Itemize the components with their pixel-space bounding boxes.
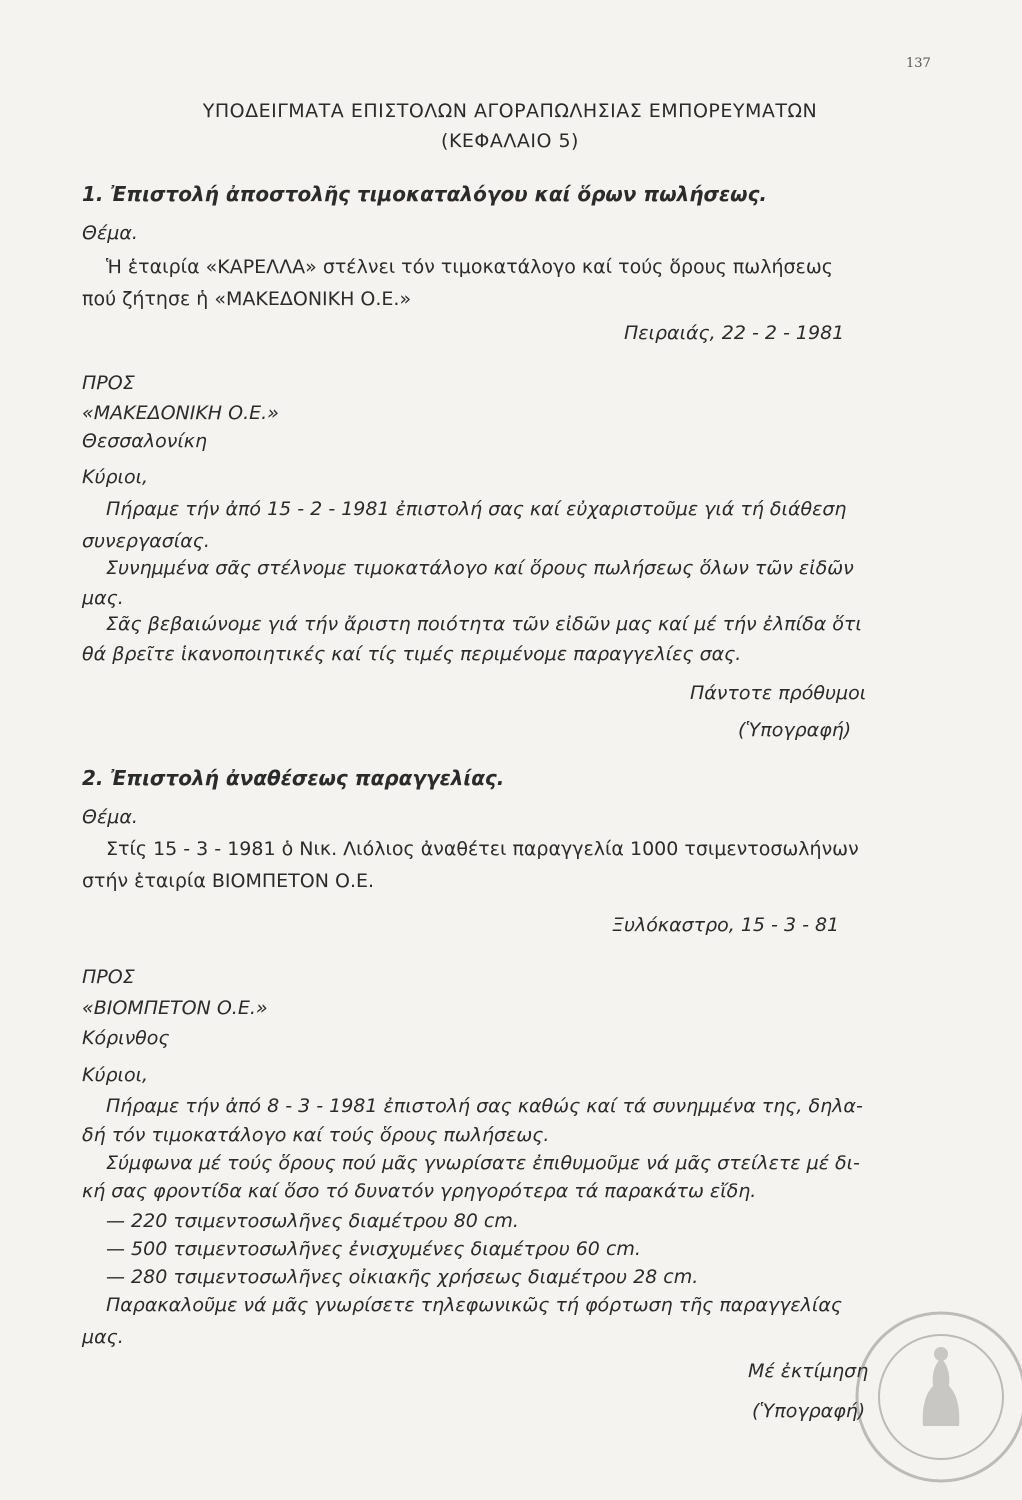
letter2-item: — 280 τσιμεντοσωλῆνες οἰκιακῆς χρήσεως διαμέτρου 28 cm. xyxy=(106,1266,699,1288)
letter2-subject-label: Θέμα. xyxy=(82,806,138,828)
letter2-body-line: δή τόν τιμοκατάλογο καί τούς ὅρους πωλήσεως. xyxy=(82,1124,550,1146)
letter1-subject-line: Ἡ ἑταιρία «ΚΑΡΕΛΛΑ» στέλνει τόν τιμοκατάλογο καί τούς ὅρους πωλήσεως xyxy=(106,256,833,278)
letter2-to-label: ΠΡΟΣ xyxy=(82,966,135,988)
letter1-body-line: μας. xyxy=(82,587,124,609)
chapter-subtitle: (ΚΕΦΑΛΑΙΟ 5) xyxy=(441,130,579,152)
letter1-body-line: Συνημμένα σᾶς στέλνομε τιμοκατάλογο καί ὅρους πωλήσεως ὅλων τῶν εἰδῶν xyxy=(106,557,854,579)
letter1-body-line: Πήραμε τήν ἀπό 15 - 2 - 1981 ἐπιστολή σας καί εὐχαριστοῦμε γιά τή διάθεση xyxy=(106,498,847,520)
letter1-subject-label: Θέμα. xyxy=(82,222,138,244)
letter1-date: Πειραιάς, 22 - 2 - 1981 xyxy=(624,322,845,344)
letter2-city: Κόρινθος xyxy=(82,1027,170,1049)
letter1-subject-line: πού ζήτησε ἡ «ΜΑΚΕΔΟΝΙΚΗ Ο.Ε.» xyxy=(82,288,412,310)
letter1-body-line: Σᾶς βεβαιώνομε γιά τήν ἄριστη ποιότητα τῶν εἰδῶν μας καί μέ τήν ἐλπίδα ὅτι xyxy=(106,613,862,635)
letter1-body-line: θά βρεῖτε ἱκανοποιητικές καί τίς τιμές περιμένομε παραγγελίες σας. xyxy=(82,643,742,665)
letter2-subject-line: Στίς 15 - 3 - 1981 ὁ Νικ. Λιόλιος ἀναθέτει παραγγελία 1000 τσιμεντοσωλήνων xyxy=(106,838,859,860)
letter2-body-line: Σύμφωνα μέ τούς ὅρους πού μᾶς γνωρίσατε ἐπιθυμοῦμε νά μᾶς στείλετε μέ δι- xyxy=(106,1152,860,1174)
letter1-to-label: ΠΡΟΣ xyxy=(82,372,135,394)
letter2-subject-line: στήν ἑταιρία ΒΙΟΜΠΕΤΟΝ Ο.Ε. xyxy=(82,870,375,892)
page-number: 137 xyxy=(906,56,931,71)
letter1-recipient: «ΜΑΚΕΔΟΝΙΚΗ Ο.Ε.» xyxy=(82,402,279,424)
letter2-body-line: κή σας φροντίδα καί ὅσο τό δυνατόν γρηγορότερα τά παρακάτω εἴδη. xyxy=(82,1180,757,1202)
letter2-final-line: Παρακαλοῦμε νά μᾶς γνωρίσετε τηλεφωνικῶς τή φόρτωση τῆς παραγγελίας xyxy=(106,1294,842,1316)
letter2-signature: (Ὑπογραφή) xyxy=(752,1400,866,1422)
letter2-closing: Μέ ἐκτίμηση xyxy=(748,1360,869,1382)
letter2-heading: 2. Ἐπιστολή ἀναθέσεως παραγγελίας. xyxy=(82,766,505,790)
library-stamp xyxy=(852,1308,1022,1486)
letter2-date: Ξυλόκαστρο, 15 - 3 - 81 xyxy=(612,914,840,936)
letter1-salutation: Κύριοι, xyxy=(82,466,149,488)
letter1-body-line: συνεργασίας. xyxy=(82,530,210,552)
letter1-heading: 1. Ἐπιστολή ἀποστολῆς τιμοκαταλόγου καί ὅρων πωλήσεως. xyxy=(82,182,768,206)
letter2-item: — 500 τσιμεντοσωλῆνες ἐνισχυμένες διαμέτρου 60 cm. xyxy=(106,1238,641,1260)
letter2-final-line: μας. xyxy=(82,1326,124,1348)
letter1-closing: Πάντοτε πρόθυμοι xyxy=(690,682,867,704)
letter1-city: Θεσσαλονίκη xyxy=(82,430,207,452)
letter2-recipient: «ΒΙΟΜΠΕΤΟΝ Ο.Ε.» xyxy=(82,997,268,1019)
letter2-body-line: Πήραμε τήν ἀπό 8 - 3 - 1981 ἐπιστολή σας καθώς καί τά συνημμένα της, δηλα- xyxy=(106,1095,863,1117)
letter2-salutation: Κύριοι, xyxy=(82,1064,149,1086)
letter2-item: — 220 τσιμεντοσωλῆνες διαμέτρου 80 cm. xyxy=(106,1210,519,1232)
letter1-signature: (Ὑπογραφή) xyxy=(738,719,852,741)
chapter-title: ΥΠΟΔΕΙΓΜΑΤΑ ΕΠΙΣΤΟΛΩΝ ΑΓΟΡΑΠΩΛΗΣΙΑΣ ΕΜΠΟΡΕΥΜΑΤΩΝ xyxy=(202,100,818,122)
